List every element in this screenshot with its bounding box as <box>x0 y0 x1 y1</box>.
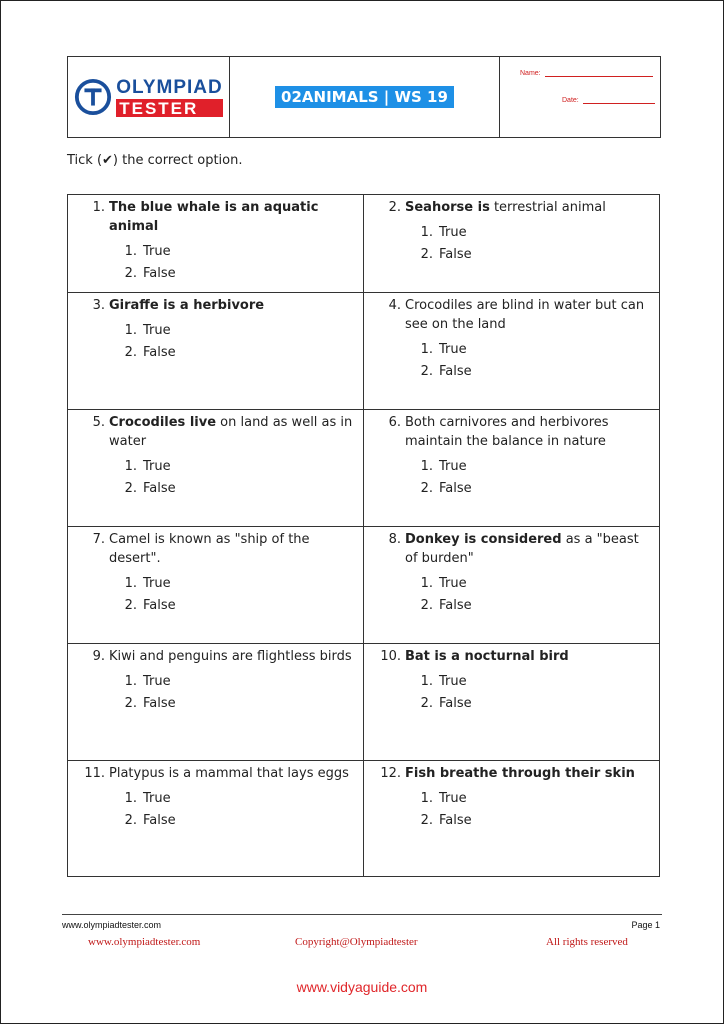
question-number: 10. <box>380 649 401 664</box>
option-label: True <box>439 575 467 591</box>
question-number: 6. <box>388 415 401 430</box>
option-false[interactable] <box>413 360 655 382</box>
option-number: 2. <box>124 265 137 281</box>
option-number: 1. <box>124 673 137 689</box>
option-false[interactable] <box>413 477 655 499</box>
question-number: 3. <box>92 298 105 313</box>
option-number: 1. <box>124 790 137 806</box>
logo-line-1: OLYMPIAD <box>116 76 223 98</box>
question-cell <box>364 644 659 761</box>
question-text-rest: Kiwi and penguins are flightless birds <box>109 649 352 664</box>
option-true[interactable] <box>413 670 655 692</box>
question-text <box>109 413 359 451</box>
name-field[interactable] <box>545 70 653 77</box>
options-list <box>377 221 655 265</box>
question-number: 7. <box>92 532 105 547</box>
question-grid <box>67 194 660 877</box>
option-false[interactable] <box>413 243 655 265</box>
option-label: True <box>439 790 467 806</box>
option-number: 1. <box>124 575 137 591</box>
option-true[interactable] <box>413 455 655 477</box>
question-text-rest: terrestrial animal <box>489 200 606 215</box>
question-text-rest: Camel is known as "ship of the desert". <box>109 532 310 566</box>
option-false[interactable] <box>117 692 359 714</box>
option-label: False <box>439 480 472 496</box>
option-number: 1. <box>124 458 137 474</box>
options-list <box>377 338 655 382</box>
option-number: 2. <box>420 695 433 711</box>
question-text <box>109 198 359 236</box>
olympiad-logo-icon <box>74 78 112 116</box>
option-label: False <box>143 265 176 281</box>
page-number: Page 1 <box>631 920 660 930</box>
question-number: 2. <box>388 200 401 215</box>
question <box>81 296 359 315</box>
question-text-bold: Donkey is considered <box>405 532 562 547</box>
option-true[interactable] <box>413 221 655 243</box>
option-number: 2. <box>420 480 433 496</box>
option-true[interactable] <box>117 787 359 809</box>
option-true[interactable] <box>413 572 655 594</box>
option-false[interactable] <box>413 594 655 616</box>
name-row <box>520 70 653 77</box>
question-number: 9. <box>92 649 105 664</box>
options-list <box>377 670 655 714</box>
question-cell <box>68 761 364 876</box>
instructions: Tick (✔) the correct option. <box>67 153 243 168</box>
question-cell <box>364 410 659 527</box>
option-false[interactable] <box>117 262 359 284</box>
footer-divider <box>62 914 662 915</box>
worksheet-header <box>67 56 661 138</box>
option-label: False <box>439 812 472 828</box>
option-false[interactable] <box>117 477 359 499</box>
option-number: 2. <box>124 812 137 828</box>
option-label: False <box>143 695 176 711</box>
option-label: True <box>143 243 171 259</box>
question-text-bold: Seahorse is <box>405 200 490 215</box>
date-field[interactable] <box>583 97 655 104</box>
question <box>377 296 655 334</box>
option-true[interactable] <box>413 787 655 809</box>
option-true[interactable] <box>117 319 359 341</box>
option-label: True <box>143 575 171 591</box>
option-label: False <box>143 344 176 360</box>
option-number: 2. <box>124 597 137 613</box>
question <box>377 198 655 217</box>
option-false[interactable] <box>413 809 655 831</box>
question-cell <box>68 527 364 644</box>
option-number: 2. <box>420 363 433 379</box>
question-text <box>109 647 359 666</box>
option-label: True <box>439 224 467 240</box>
question-cell <box>364 195 659 293</box>
question-cell <box>68 410 364 527</box>
question <box>377 530 655 568</box>
question-text-bold: Bat is a nocturnal bird <box>405 649 569 664</box>
option-label: False <box>439 363 472 379</box>
option-number: 2. <box>420 246 433 262</box>
options-list <box>81 319 359 363</box>
question <box>81 198 359 236</box>
question-number: 11. <box>84 766 105 781</box>
question <box>81 647 359 666</box>
options-list <box>81 572 359 616</box>
question <box>377 764 655 783</box>
option-label: False <box>439 695 472 711</box>
footer-url[interactable]: www.olympiadtester.com <box>62 920 162 930</box>
option-label: True <box>143 322 171 338</box>
options-list <box>81 240 359 284</box>
options-list <box>81 787 359 831</box>
question <box>377 647 655 666</box>
options-list <box>377 455 655 499</box>
question-cell <box>68 644 364 761</box>
question-text-rest: on land as well as in water <box>109 415 353 449</box>
option-label: False <box>143 812 176 828</box>
date-row <box>562 97 655 104</box>
option-true[interactable] <box>117 240 359 262</box>
question <box>81 413 359 451</box>
option-number: 1. <box>124 322 137 338</box>
question-text-bold: Crocodiles live <box>109 415 217 430</box>
question-text-bold: The blue whale is an aquatic animal <box>109 200 319 234</box>
question-number: 4. <box>388 298 401 313</box>
option-number: 2. <box>420 812 433 828</box>
question-text <box>405 530 655 568</box>
logo-line-2: TESTER <box>116 99 223 117</box>
question-text-bold: Fish breathe through their skin <box>405 766 635 781</box>
option-label: True <box>143 458 171 474</box>
option-true[interactable] <box>117 455 359 477</box>
question <box>81 764 359 783</box>
question <box>377 413 655 451</box>
question-text <box>405 764 655 783</box>
question-text <box>405 198 655 217</box>
option-false[interactable] <box>413 692 655 714</box>
question-text <box>109 296 359 315</box>
question-number: 8. <box>388 532 401 547</box>
question-cell <box>68 293 364 410</box>
option-number: 1. <box>420 458 433 474</box>
option-number: 1. <box>420 673 433 689</box>
option-number: 2. <box>420 597 433 613</box>
option-number: 2. <box>124 695 137 711</box>
option-label: False <box>439 246 472 262</box>
question-text-rest: as a "beast of burden" <box>405 532 639 566</box>
question-text <box>109 764 359 783</box>
option-false[interactable] <box>117 594 359 616</box>
name-label: Name: <box>520 70 541 77</box>
option-label: True <box>439 341 467 357</box>
option-label: True <box>143 790 171 806</box>
question-cell <box>364 761 659 876</box>
option-true[interactable] <box>413 338 655 360</box>
options-list <box>81 455 359 499</box>
question-text-rest: Platypus is a mammal that lays eggs <box>109 766 349 781</box>
copyright: Copyright@Olympiadtester <box>295 936 418 948</box>
question-number: 1. <box>92 200 105 215</box>
question-text-rest: Crocodiles are blind in water but can see on the land <box>405 298 645 332</box>
date-label: Date: <box>562 97 579 104</box>
question-cell <box>364 527 659 644</box>
question-text <box>109 530 359 568</box>
question-text <box>405 647 655 666</box>
option-true[interactable] <box>117 572 359 594</box>
option-false[interactable] <box>117 809 359 831</box>
options-list <box>81 670 359 714</box>
option-number: 1. <box>420 224 433 240</box>
question-text-rest: Both carnivores and herbivores maintain the balance in nature <box>405 415 609 449</box>
option-label: False <box>143 480 176 496</box>
question-number: 5. <box>92 415 105 430</box>
question-number: 12. <box>380 766 401 781</box>
option-number: 1. <box>420 341 433 357</box>
logo-wordmark <box>116 78 223 117</box>
options-list <box>377 572 655 616</box>
question-text-bold: Giraffe is a herbivore <box>109 298 265 313</box>
option-true[interactable] <box>117 670 359 692</box>
option-label: False <box>439 597 472 613</box>
question-text <box>405 296 655 334</box>
worksheet-title: 02ANIMALS | WS 19 <box>275 86 454 108</box>
rights-reserved: All rights reserved <box>546 936 628 948</box>
title-cell <box>230 57 500 137</box>
option-number: 2. <box>124 480 137 496</box>
option-number: 1. <box>124 243 137 259</box>
option-false[interactable] <box>117 341 359 363</box>
footer-red-url[interactable]: www.olympiadtester.com <box>88 936 201 948</box>
option-number: 1. <box>420 790 433 806</box>
name-date-cell <box>500 57 660 137</box>
option-label: False <box>143 597 176 613</box>
option-label: True <box>439 673 467 689</box>
option-number: 2. <box>124 344 137 360</box>
question-text <box>405 413 655 451</box>
option-label: True <box>143 673 171 689</box>
logo <box>68 57 230 137</box>
question-cell <box>68 195 364 293</box>
question-cell <box>364 293 659 410</box>
option-number: 1. <box>420 575 433 591</box>
options-list <box>377 787 655 831</box>
question <box>81 530 359 568</box>
site-link[interactable]: www.vidyaguide.com <box>296 979 428 995</box>
option-label: True <box>439 458 467 474</box>
